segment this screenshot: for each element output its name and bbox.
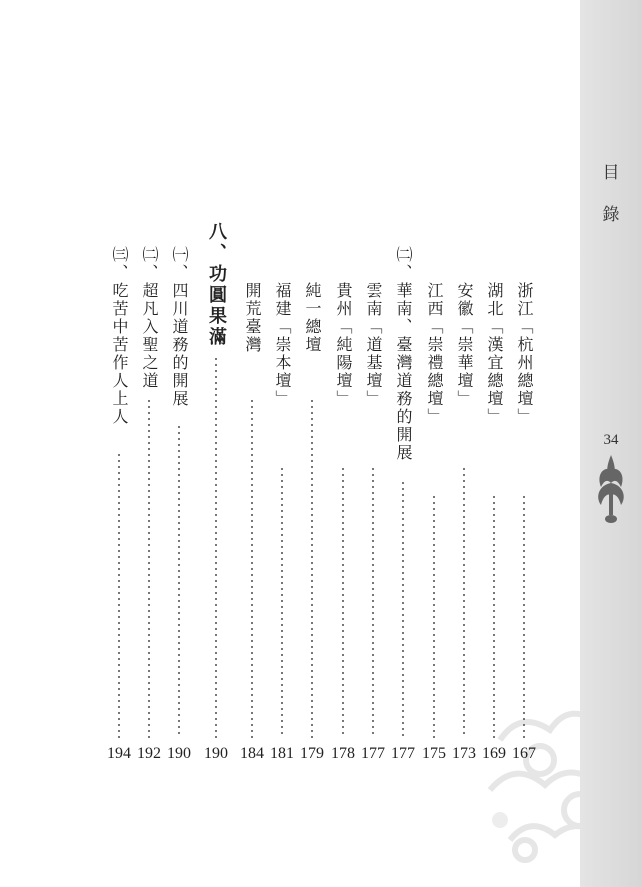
fleur-ornament-icon: [595, 455, 627, 525]
toc-entry-title: 貴州「純陽壇」: [334, 282, 353, 408]
toc-entry-title: 開荒臺灣: [243, 282, 262, 354]
toc-entry-page: 184: [240, 745, 264, 762]
toc-entry-page: 169: [482, 745, 506, 762]
toc-entry-page: 194: [107, 745, 131, 762]
sidebar-title-char: 錄: [602, 205, 620, 225]
toc-entry-page: 192: [137, 745, 161, 762]
dot-leader: [342, 466, 344, 738]
toc-entry-page: 179: [300, 745, 324, 762]
dot-leader: [251, 398, 253, 738]
dot-leader: [148, 398, 150, 738]
dot-leader: [281, 466, 283, 738]
toc-entry-title: ㈡、超凡入聖之道: [140, 246, 159, 390]
dot-leader: [433, 494, 435, 738]
dot-leader: [463, 466, 465, 738]
toc-entry-title: 江西「崇禮總壇」: [425, 282, 444, 426]
toc-entry-page: 167: [512, 745, 536, 762]
toc-entry-title: 福建「崇本壇」: [273, 282, 292, 408]
dot-leader: [178, 424, 180, 738]
toc-entry-page: 177: [361, 745, 385, 762]
dot-leader: [402, 480, 404, 738]
dot-leader: [311, 398, 313, 738]
dot-leader: [523, 494, 525, 738]
toc-entry-page: 177: [391, 745, 415, 762]
toc-entry-title: 純一總壇: [303, 282, 322, 354]
toc-entry-page: 190: [167, 745, 191, 762]
sidebar-title-char: 目: [602, 163, 620, 183]
toc-entry-page: 173: [452, 745, 476, 762]
page-number: 34: [603, 432, 619, 448]
sidebar: [580, 0, 642, 887]
toc-entry-title: 安徽「崇華壇」: [455, 282, 474, 408]
toc-entry-title: ㈠、四川道務的開展: [170, 246, 189, 408]
dot-leader: [118, 452, 120, 738]
toc-entry-title: 湖北「漢宜總壇」: [485, 282, 504, 426]
toc-entry-page: 190: [204, 745, 228, 762]
toc-entry-title: 雲南「道基壇」: [364, 282, 383, 408]
dot-leader: [493, 494, 495, 738]
toc-entry-page: 181: [270, 745, 294, 762]
toc-entry-page: 175: [422, 745, 446, 762]
toc-entry-title: ㈢、吃苦中苦作人上人: [110, 246, 129, 426]
toc-entry-page: 178: [331, 745, 355, 762]
toc-entry-title: ㈡、華南、臺灣道務的開展: [394, 246, 413, 462]
dot-leader: [215, 356, 217, 738]
toc-entry-title: 浙江「杭州總壇」: [515, 282, 534, 426]
dot-leader: [372, 466, 374, 738]
toc-chapter-title: 八、功圓果滿: [206, 222, 227, 348]
